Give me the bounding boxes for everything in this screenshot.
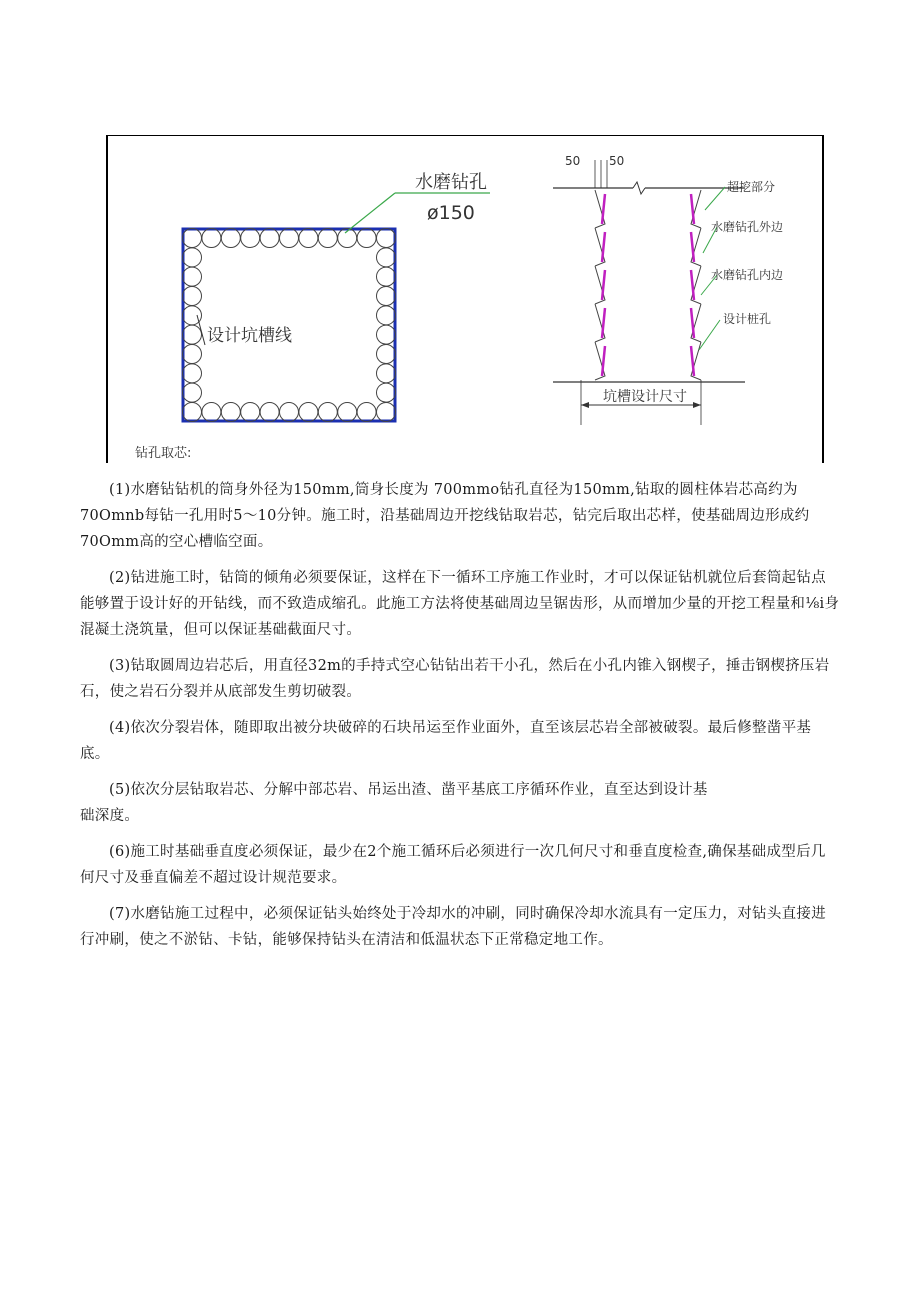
drill-hole-circle <box>377 383 396 402</box>
label-overbreak: 超挖部分 <box>727 180 776 194</box>
dim-50-left: 50 <box>565 154 581 168</box>
paragraph-6: (6)施工时基础垂直度必须保证，最少在2个施工循环后必须进行一次几何尺寸和垂直度检查,确保基础成型后几何尺寸及垂直偏差不超过设计规范要求。 <box>80 844 826 886</box>
drill-hole-circle <box>183 403 202 422</box>
label-outer-edge: 水磨钻孔外边 <box>711 220 784 234</box>
drill-hole-circle <box>338 403 357 422</box>
figure-caption: 钻孔取芯: <box>135 446 192 461</box>
paragraph-2: (2)钻进施工时，钻筒的倾角必须要保证，这样在下一循环工序施工作业时，才可以保证钻机就位后套筒起钻点能够置于设计好的开钻线，而不致造成缩孔。此施工方法将使基础周边呈锯齿形，从而增加少量的开挖工程量和⅛i身混凝土浇筑量，但可以保证基础截面尺寸。 <box>80 570 840 638</box>
label-drill-hole: 水磨钻孔 <box>415 172 487 193</box>
paragraph-3: (3)钻取圆周边岩芯后，用直径32m的手持式空心钻钻出若干小孔，然后在小孔内锥入钢楔子，捶击钢楔挤压岩石，使之岩石分裂并从底部发生剪切破裂。 <box>80 658 830 700</box>
drill-hole-circle <box>183 287 202 306</box>
drill-hole-circle <box>183 248 202 267</box>
plan-view <box>183 172 491 422</box>
label-design-pit-line: 设计坑槽线 <box>207 326 292 346</box>
drill-hole-circles <box>183 229 396 422</box>
drill-hole-circle <box>183 364 202 383</box>
paragraph-7: (7)水磨钻施工过程中，必须保证钻头始终处于冷却水的冲刷，同时确保冷却水流具有一定压力，对钻头直接进行冲刷，使之不淤钻、卡钻，能够保持钻头在清洁和低温状态下正常稳定地工作。 <box>80 906 827 948</box>
drill-hole-circle <box>357 229 376 248</box>
drill-hole-circle <box>377 267 396 286</box>
paragraph-4: (4)依次分裂岩体，随即取出被分块破碎的石块吊运至作业面外，直至该层芯岩全部被破裂。最后修整凿平基底。 <box>80 720 812 762</box>
drill-hole-circle <box>377 325 396 344</box>
dim-50-right: 50 <box>609 154 625 168</box>
drill-hole-circle <box>280 403 299 422</box>
drill-hole-circle <box>357 403 376 422</box>
drill-hole-circle <box>377 229 396 248</box>
drill-hole-circle <box>260 403 279 422</box>
drill-hole-circle <box>202 229 221 248</box>
drill-hole-circle <box>280 229 299 248</box>
drill-hole-circle <box>221 229 240 248</box>
drill-hole-circle <box>299 229 318 248</box>
section-view <box>553 154 783 425</box>
design-pit-square <box>183 229 395 421</box>
paragraph-5: (5)依次分层钻取岩芯、分解中部芯岩、吊运出渣、凿平基底工序循环作业，直至达到设计基 <box>109 782 708 798</box>
drill-hole-circle <box>183 345 202 364</box>
drill-hole-circle <box>318 403 337 422</box>
paragraph-1: (1)水磨钻钻机的筒身外径为150mm,筒身长度为 700mmo钻孔直径为150mm,钻取的圆柱体岩芯高约为70Omnb每钻一孔用时5～10分钟。施工时，沿基础周边开挖线钻取岩芯，钻完后取出芯样，使基础周边形成约70Omm高的空心槽临空面。 <box>80 482 810 550</box>
drill-hole-circle <box>183 325 202 344</box>
label-pit-design-size: 坑槽设计尺寸 <box>603 389 687 405</box>
drill-hole-circle <box>377 287 396 306</box>
drill-hole-circle <box>377 364 396 383</box>
drill-hole-circle <box>260 229 279 248</box>
body-text <box>80 477 840 963</box>
drill-hole-circle <box>221 403 240 422</box>
label-inner-edge: 水磨钻孔内边 <box>711 268 784 282</box>
drill-hole-circle <box>377 345 396 364</box>
drill-hole-circle <box>183 267 202 286</box>
drill-hole-circle <box>241 229 260 248</box>
drill-hole-circle <box>183 229 202 248</box>
drill-hole-circle <box>241 403 260 422</box>
drill-hole-circle <box>202 403 221 422</box>
paragraph-5-continued: 础深度。 <box>80 808 140 824</box>
drill-hole-circle <box>183 383 202 402</box>
drill-hole-circle <box>318 229 337 248</box>
drill-hole-circle <box>377 403 396 422</box>
drill-hole-circle <box>377 306 396 325</box>
sawtooth-walls <box>595 190 701 380</box>
label-drill-diameter: ø150 <box>427 202 475 224</box>
drill-hole-circle <box>299 403 318 422</box>
drill-hole-circle <box>377 248 396 267</box>
label-design-pile-hole: 设计桩孔 <box>723 312 772 326</box>
drilling-diagram <box>105 135 825 465</box>
leader-drill-hole <box>345 193 395 233</box>
